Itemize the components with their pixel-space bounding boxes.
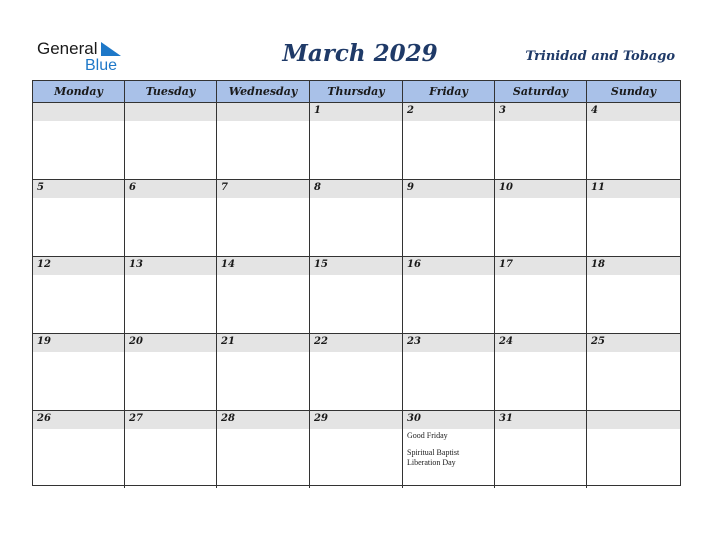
day-number: 1 <box>314 105 321 116</box>
weekday-header-row <box>33 81 680 103</box>
week-row <box>33 411 680 488</box>
day-cell-5 <box>33 180 125 256</box>
day-number: 8 <box>314 182 321 193</box>
day-cell-27 <box>125 411 217 488</box>
day-number: 9 <box>407 182 414 193</box>
day-number: 2 <box>407 105 414 116</box>
day-cell-21 <box>217 334 310 410</box>
day-number: 13 <box>129 259 143 270</box>
week-row <box>33 257 680 334</box>
holiday-event: Spiritual Baptist Liberation Day <box>407 448 460 467</box>
day-cell-22 <box>310 334 403 410</box>
holiday-list <box>407 431 491 475</box>
empty-day-cell <box>125 103 217 179</box>
empty-day-cell <box>587 411 680 488</box>
weekday-header-friday: Friday <box>403 81 495 102</box>
day-cell-24 <box>495 334 587 410</box>
day-cell-14 <box>217 257 310 333</box>
weekday-header-sunday: Sunday <box>610 85 657 98</box>
day-cell-28 <box>217 411 310 488</box>
day-cell-2 <box>403 103 495 179</box>
day-cell-13 <box>125 257 217 333</box>
country-name: Trinidad and Tobago <box>525 49 675 64</box>
day-header-strip <box>125 103 216 121</box>
day-number: 26 <box>37 413 51 424</box>
logo-triangle-icon <box>101 42 121 56</box>
day-number: 31 <box>499 413 513 424</box>
day-cell-23 <box>403 334 495 410</box>
empty-day-cell <box>217 103 310 179</box>
logo-general-text: General <box>37 39 98 58</box>
day-number: 15 <box>314 259 328 270</box>
day-header-strip <box>310 103 402 121</box>
day-number: 23 <box>407 336 421 347</box>
day-number: 12 <box>37 259 51 270</box>
day-header-strip <box>587 103 680 121</box>
weekday-header-tuesday: Tuesday <box>125 81 217 102</box>
day-header-strip <box>33 180 124 198</box>
day-number: 18 <box>591 259 605 270</box>
day-number: 19 <box>37 336 51 347</box>
day-header-strip <box>217 103 309 121</box>
day-header-strip <box>495 103 586 121</box>
week-row <box>33 334 680 411</box>
calendar-title: March 2029 <box>282 40 438 67</box>
day-cell-26 <box>33 411 125 488</box>
day-cell-19 <box>33 334 125 410</box>
day-header-strip <box>403 103 494 121</box>
empty-day-cell <box>33 103 125 179</box>
day-cell-15 <box>310 257 403 333</box>
day-cell-30 <box>403 411 495 488</box>
day-cell-25 <box>587 334 680 410</box>
calendar-grid <box>32 80 681 486</box>
day-cell-7 <box>217 180 310 256</box>
day-number: 21 <box>221 336 235 347</box>
weekday-header-monday: Monday <box>33 81 125 102</box>
day-number: 5 <box>37 182 44 193</box>
day-number: 17 <box>499 259 513 270</box>
day-cell-4 <box>587 103 680 179</box>
day-number: 16 <box>407 259 421 270</box>
day-number: 25 <box>591 336 605 347</box>
day-header-strip <box>33 103 124 121</box>
day-cell-18 <box>587 257 680 333</box>
general-blue-logo <box>37 40 137 74</box>
day-number: 10 <box>499 182 513 193</box>
day-number: 7 <box>221 182 228 193</box>
weekday-header-wednesday: Wednesday <box>217 81 310 102</box>
day-number: 22 <box>314 336 328 347</box>
day-cell-20 <box>125 334 217 410</box>
day-cell-11 <box>587 180 680 256</box>
day-cell-3 <box>495 103 587 179</box>
day-cell-8 <box>310 180 403 256</box>
logo-blue-text: Blue <box>85 57 118 74</box>
day-cell-16 <box>403 257 495 333</box>
weekday-header-saturday: Saturday <box>495 81 587 102</box>
day-number: 20 <box>129 336 143 347</box>
day-number: 4 <box>591 105 598 116</box>
day-number: 24 <box>499 336 513 347</box>
day-cell-10 <box>495 180 587 256</box>
day-header-strip <box>403 180 494 198</box>
day-number: 6 <box>129 182 136 193</box>
day-number: 30 <box>407 413 421 424</box>
day-number: 29 <box>314 413 328 424</box>
day-cell-9 <box>403 180 495 256</box>
day-header-strip <box>217 180 309 198</box>
day-header-strip <box>125 180 216 198</box>
day-cell-1 <box>310 103 403 179</box>
day-cell-6 <box>125 180 217 256</box>
day-cell-31 <box>495 411 587 488</box>
day-number: 28 <box>221 413 235 424</box>
day-number: 27 <box>129 413 143 424</box>
day-cell-17 <box>495 257 587 333</box>
day-header-strip <box>587 411 680 429</box>
day-cell-29 <box>310 411 403 488</box>
weekday-header-thursday: Thursday <box>310 81 403 102</box>
week-row <box>33 103 680 180</box>
day-cell-12 <box>33 257 125 333</box>
day-number: 3 <box>499 105 506 116</box>
day-number: 11 <box>591 182 605 193</box>
day-number: 14 <box>221 259 235 270</box>
holiday-event: Good Friday <box>407 431 448 440</box>
day-header-strip <box>310 180 402 198</box>
week-row <box>33 180 680 257</box>
